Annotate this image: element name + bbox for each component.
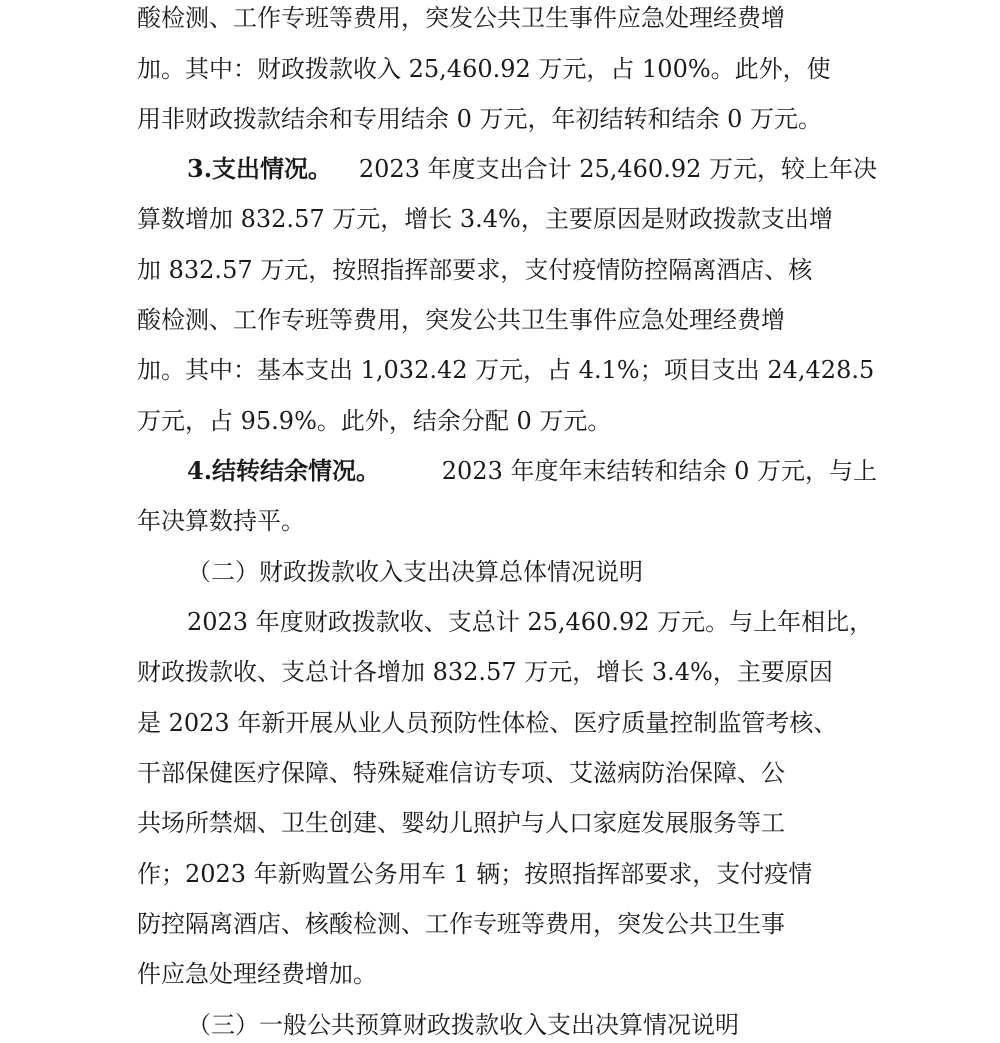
paragraph-text: 2023 年度支出合计 25,460.92 万元，较上年决 xyxy=(358,155,877,183)
section-heading: （三）一般公共预算财政拨款收入支出决算情况说明 xyxy=(187,1011,739,1039)
paragraph-line: 万元，占 95.9%。此外，结余分配 0 万元。 xyxy=(137,407,612,435)
paragraph-line: 件应急处理经费增加。 xyxy=(137,960,377,988)
paragraph-line: 用非财政拨款结余和专用结余 0 万元，年初结转和结余 0 万元。 xyxy=(137,105,823,133)
paragraph-line: 加。其中：基本支出 1,032.42 万元，占 4.1%；项目支出 24,428.5 xyxy=(137,356,875,384)
paragraph-line: 加 832.57 万元，按照指挥部要求，支付疫情防控隔离酒店、核 xyxy=(137,256,813,284)
paragraph-line-with-heading xyxy=(187,456,877,485)
paragraph-line-with-heading xyxy=(187,154,877,183)
paragraph-line: 2023 年度财政拨款收、支总计 25,460.92 万元。与上年相比， xyxy=(187,608,874,636)
paragraph-line: 干部保健医疗保障、特殊疑难信访专项、艾滋病防治保障、公 xyxy=(137,759,785,787)
paragraph-line: 防控隔离酒店、核酸检测、工作专班等费用，突发公共卫生事 xyxy=(137,910,785,938)
paragraph-line: 酸检测、工作专班等费用，突发公共卫生事件应急处理经费增 xyxy=(137,306,785,334)
paragraph-line: 酸检测、工作专班等费用，突发公共卫生事件应急处理经费增 xyxy=(137,4,785,32)
paragraph-line: 作；2023 年新购置公务用车 1 辆；按照指挥部要求，支付疫情 xyxy=(137,860,813,888)
inline-heading: 4.结转结余情况。 xyxy=(187,456,381,485)
paragraph-line: 算数增加 832.57 万元，增长 3.4%，主要原因是财政拨款支出增 xyxy=(137,205,833,233)
paragraph-line: 共场所禁烟、卫生创建、婴幼儿照护与人口家庭发展服务等工 xyxy=(137,809,785,837)
paragraph-line: 财政拨款收、支总计各增加 832.57 万元，增长 3.4%，主要原因 xyxy=(137,658,833,686)
inline-heading: 3.支出情况。 xyxy=(187,154,333,183)
paragraph-line: 加。其中：财政拨款收入 25,460.92 万元，占 100%。此外，使 xyxy=(137,55,831,83)
section-heading: （二）财政拨款收入支出决算总体情况说明 xyxy=(187,558,643,586)
paragraph-text: 2023 年度年末结转和结余 0 万元，与上 xyxy=(441,457,877,485)
paragraph-line: 年决算数持平。 xyxy=(137,507,305,535)
paragraph-line: 是 2023 年新开展从业人员预防性体检、医疗质量控制监管考核、 xyxy=(137,709,838,737)
